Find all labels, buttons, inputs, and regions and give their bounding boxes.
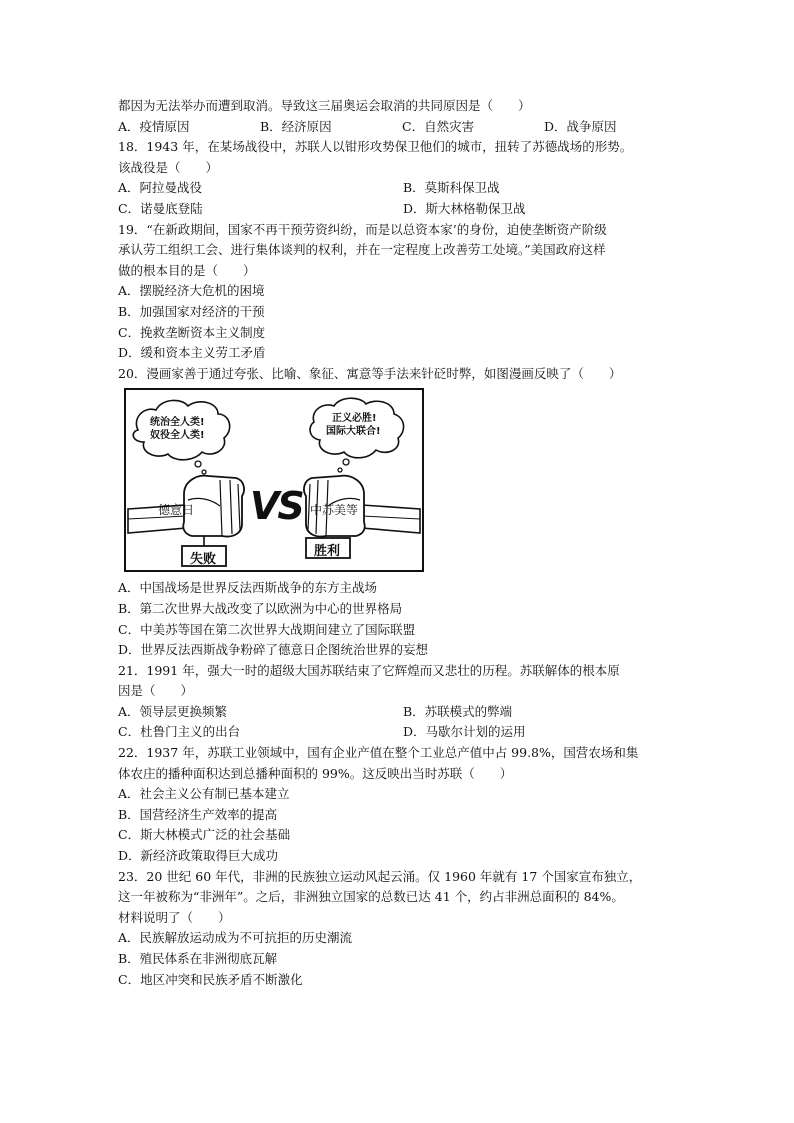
right-arm-label: 中苏美等 (310, 503, 359, 518)
option-c[interactable]: C．挽救垄断资本主义制度 (118, 324, 266, 340)
option-b[interactable]: B．经济原因 (260, 118, 332, 134)
q18-options (118, 199, 688, 220)
q22-stem-line: 体农庄的播种面积达到总播种面积的 99%。这反映出当时苏联（ ） (118, 765, 513, 781)
q19-stem-line: 承认劳工组织工会、进行集体谈判的权利，并在一定程度上改善劳工处境。”美国政府这样 (118, 242, 606, 258)
option-b[interactable]: B．莫斯科保卫战 (403, 180, 500, 196)
option-c[interactable]: C．杜鲁门主义的出台 (118, 724, 241, 740)
q21-options (118, 702, 688, 723)
q19-stem-line: 做的根本目的是（ ） (118, 262, 256, 278)
option-c[interactable]: C．地区冲突和民族矛盾不断激化 (118, 971, 303, 987)
option-a[interactable]: A．摆脱经济大危机的困境 (118, 283, 265, 299)
option-b[interactable]: B．殖民体系在非洲彻底瓦解 (118, 951, 278, 966)
option-d[interactable]: D．缓和资本主义劳工矛盾 (118, 345, 266, 361)
q23-stem-line: 这一年被称为“非洲年”。之后，非洲独立国家的总数已达 41 个，约占非洲总面积的 84%。 (118, 889, 624, 905)
q18-stem-line: 18．1943 年，在某场战役中，苏联人以钳形攻势保卫他们的城市，扭转了苏德战场的形势。 (118, 139, 633, 155)
option-c[interactable]: C．斯大林模式广泛的社会基础 (118, 827, 291, 843)
q21-stem-line: 21．1991 年，强大一时的超级大国苏联结束了它辉煌而又悲壮的历程。苏联解体的根本原 (118, 662, 620, 678)
q18-options (118, 178, 688, 199)
option-a[interactable]: A．民族解放运动成为不可抗拒的历史潮流 (118, 930, 353, 946)
q22-stem-line: 22．1937 年，苏联工业领域中，国有企业产值在整个工业总产值中占 99.8%，国营农场和集 (118, 745, 639, 761)
q23-stem-line: 23．20 世纪 60 年代，非洲的民族独立运动风起云涌。仅 1960 年就有 17 个国家宣布独立， (118, 868, 642, 884)
option-d[interactable]: D．战争原因 (544, 118, 617, 134)
option-d[interactable]: D．新经济政策取得巨大成功 (118, 848, 279, 864)
left-bubble-line: 奴役全人类! (150, 430, 205, 442)
option-c[interactable]: C．自然灾害 (402, 118, 475, 134)
right-sign-text: 胜利 (314, 544, 341, 560)
option-a[interactable]: A．疫情原因 (118, 118, 190, 134)
option-c[interactable]: C．诺曼底登陆 (118, 200, 203, 216)
option-d[interactable]: D．斯大林格勒保卫战 (403, 200, 526, 216)
intro-options (118, 117, 688, 138)
option-b[interactable]: B．国营经济生产效率的提高 (118, 806, 278, 822)
option-d[interactable]: D．马歇尔计划的运用 (403, 724, 526, 740)
q18-stem-line: 该战役是（ ） (118, 159, 219, 175)
option-b[interactable]: B．苏联模式的弊端 (403, 703, 513, 719)
option-b[interactable]: B．加强国家对经济的干预 (118, 303, 265, 319)
q19-stem-line: 19．“在新政期间，国家不再干预劳资纠纷，而是以总资本家’的身份，迫使垄断资产阶级 (118, 221, 607, 237)
option-a[interactable]: A．阿拉曼战役 (118, 180, 203, 196)
right-bubble-line: 正义必胜! (332, 413, 377, 425)
q21-options (118, 722, 688, 743)
option-b[interactable]: B．第二次世界大战改变了以欧洲为中心的世界格局 (118, 600, 403, 616)
right-bubble-line: 国际大联合! (326, 426, 381, 438)
option-d[interactable]: D．世界反法西斯战争粉碎了德意日企图统治世界的妄想 (118, 642, 429, 658)
option-a[interactable]: A．领导层更换频繁 (118, 703, 228, 719)
exam-page (118, 96, 688, 990)
option-a[interactable]: A．中国战场是世界反法西斯战争的东方主战场 (118, 580, 378, 596)
left-bubble-line: 统治全人类! (150, 417, 205, 429)
intro-stem: 都因为无法举办而遭到取消。导致这三届奥运会取消的共同原因是（ ） (118, 98, 531, 113)
ww2-cartoon (124, 388, 424, 572)
q21-stem-line: 因是（ ） (118, 683, 194, 699)
left-sign-text: 失败 (190, 552, 217, 568)
q23-stem-line: 材料说明了（ ） (118, 909, 231, 925)
option-a[interactable]: A．社会主义公有制已基本建立 (118, 786, 290, 802)
option-c[interactable]: C．中美苏等国在第二次世界大战期间建立了国际联盟 (118, 621, 416, 637)
left-arm-label: 德意日 (158, 503, 195, 518)
q20-stem-line: 20．漫画家善于通过夸张、比喻、象征、寓意等手法来针砭时弊，如图漫画反映了（ ） (118, 365, 622, 381)
vs-label: VS (250, 484, 303, 529)
